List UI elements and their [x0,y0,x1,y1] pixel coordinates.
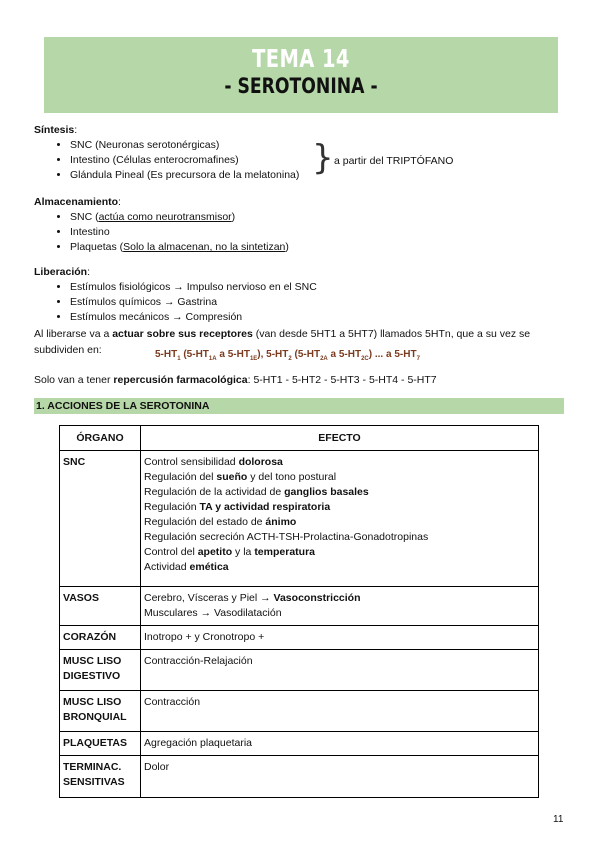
list-item: • Estímulos fisiológicos → Impulso nervioso en el SNC [70,280,317,295]
list-item: • Plaquetas (Solo la almacenan, no la sintetizan) [70,240,289,255]
liberacion-heading: Liberación [34,266,88,278]
organ-cell: TERMINAC. SENSITIVAS [60,756,141,798]
receptor-formula: $5-HT_1$ ($5-HT_{1A}$ a $5-HT_{1E}$), $5-HT_2$ ($5-HT_{2A}$ a $5-HT_{2C}$) ... a $5-HT_7$ [155,349,420,362]
effect-cell: Cerebro, Vísceras y Piel → Vasoconstricción Musculares → Vasodilatación [141,587,539,626]
effect-cell: Contracción [141,691,539,732]
table-row [60,732,539,756]
effect-cell: Inotropo + y Cronotropo + [141,626,539,650]
liberacion-list [34,280,317,325]
table-header-row [60,426,539,451]
title-banner [44,37,558,113]
sintesis-list [34,138,299,183]
effect-cell: Control sensibilidad dolorosa Regulación del sueño y del tono postural Regulación de la actividad de ganglios basales Regulación TA y actividad respiratoria Regulación del estado de ánimo Regulación secreción ACTH-TSH-Prolactina-Gonadotropinas Control del apetito y la temperatura Actividad emética [141,451,539,587]
effect-cell: Contracción-Relajación [141,650,539,691]
organ-cell: PLAQUETAS [60,732,141,756]
repercusion-paragraph: Solo van a tener repercusión farmacológica: 5-HT1 - 5-HT2 - 5-HT3 - 5-HT4 - 5-HT7 [34,374,437,386]
almacenamiento-heading: Almacenamiento [34,196,119,208]
table-row [60,626,539,650]
page-subtitle: - SEROTONINA - [224,74,378,98]
receptores-paragraph: Al liberarse va a actuar sobre sus receptores (van desde 5HT1 a 5HT7) llamados 5HTn, que a su vez se subdividen en: [34,328,531,356]
curly-brace-icon: } [312,138,334,178]
effect-cell: Dolor [141,756,539,798]
list-item: • Glándula Pineal (Es precursora de la melatonina) [70,168,299,183]
page-title: TEMA 14 [252,44,350,73]
organ-cell: MUSC LISO BRONQUIAL [60,691,141,732]
organ-cell: CORAZÓN [60,626,141,650]
table-row [60,691,539,732]
list-item: • Estímulos mecánicos → Compresión [70,310,317,325]
table-row [60,650,539,691]
list-item: • Intestino [70,225,289,240]
section-title-bar [34,398,564,414]
sintesis-brace-text: a partir del TRIPTÓFANO [334,155,454,167]
organ-cell: MUSC LISO DIGESTIVO [60,650,141,691]
actions-table [59,425,539,798]
effect-cell: Agregación plaquetaria [141,732,539,756]
sintesis-section: Síntesis: • SNC (Neuronas serotonérgicas) • Intestino (Células enterocromafines) • Glándula Pineal (Es precursora de la melatonina) [34,124,299,183]
organ-cell: SNC [60,451,141,587]
column-header-effect: EFECTO [141,426,539,451]
table-row [60,451,539,587]
table-row [60,587,539,626]
almacenamiento-list [34,210,289,255]
section-title: 1. ACCIONES DE LA SEROTONINA [36,400,210,412]
liberacion-section: Liberación: • Estímulos fisiológicos → Impulso nervioso en el SNC • Estímulos químicos → Gastrina • Estímulos mecánicos → Compresión [34,266,317,325]
organ-cell: VASOS [60,587,141,626]
list-item: • Estímulos químicos → Gastrina [70,295,317,310]
sintesis-heading: Síntesis [34,124,75,136]
list-item: • SNC (Neuronas serotonérgicas) [70,138,299,153]
page-number: 11 [553,814,564,825]
list-item: • Intestino (Células enterocromafines) [70,153,299,168]
table-row [60,756,539,798]
almacenamiento-section: Almacenamiento: • SNC (actúa como neurotransmisor) • Intestino • Plaquetas (Solo la almacenan, no la sintetizan) [34,196,289,255]
list-item: • SNC (actúa como neurotransmisor) [70,210,289,225]
column-header-organ: ÓRGANO [60,426,141,451]
